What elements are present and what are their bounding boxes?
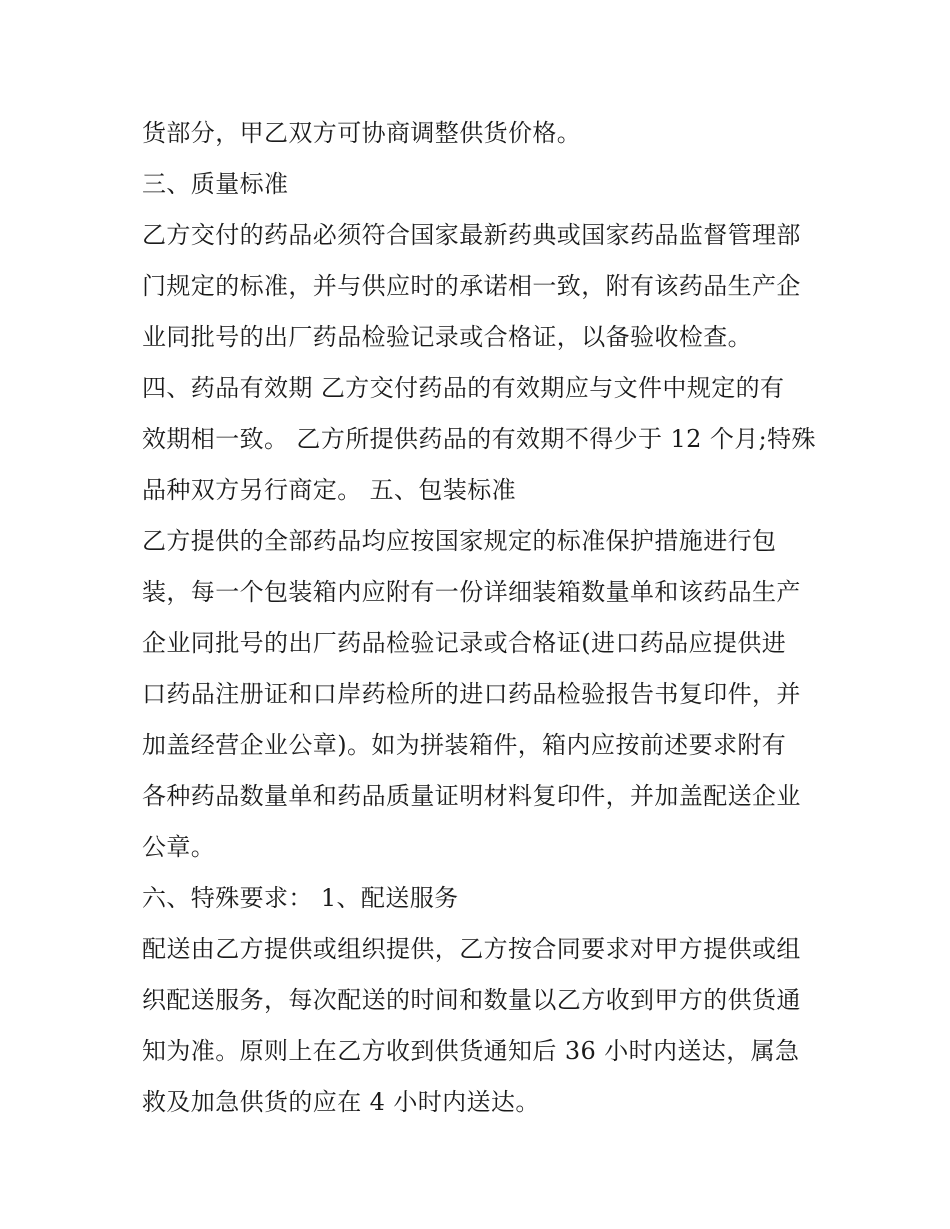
text-line: 口药品注册证和口岸药检所的进口药品检验报告书复印件，并 [142, 680, 801, 708]
text-line: 装，每一个包装箱内应附有一份详细装箱数量单和该药品生产 [142, 578, 801, 606]
text-line: 乙方提供的全部药品均应按国家规定的标准保护措施进行包 [142, 527, 777, 555]
section-heading-special: 六、特殊要求： 1、配送服务 [142, 884, 459, 912]
text-line: 品种双方另行商定。 五、包装标准 [142, 476, 517, 504]
text-line: 门规定的标准，并与供应时的承诺相一致，附有该药品生产企 [142, 272, 801, 300]
document-body [142, 108, 822, 1128]
text-line: 救及加急供货的应在 4 小时内送达。 [142, 1088, 540, 1116]
text-line: 知为准。原则上在乙方收到供货通知后 36 小时内送达，属急 [142, 1037, 800, 1065]
text-line: 业同批号的出厂药品检验记录或合格证，以备验收检查。 [142, 323, 752, 351]
text-line: 各种药品数量单和药品质量证明材料复印件，并加盖配送企业 [142, 782, 801, 810]
text-line: 乙方交付的药品必须符合国家最新药典或国家药品监督管理部 [142, 221, 801, 249]
section-heading-quality: 三、质量标准 [142, 170, 289, 198]
text-line: 货部分，甲乙双方可协商调整供货价格。 [142, 119, 582, 147]
text-line: 效期相一致。 乙方所提供药品的有效期不得少于 12 个月;特殊 [142, 425, 816, 453]
text-line: 织配送服务，每次配送的时间和数量以乙方收到甲方的供货通 [142, 986, 801, 1014]
text-line: 加盖经营企业公章)。如为拼装箱件，箱内应按前述要求附有 [142, 731, 787, 759]
text-line: 公章。 [142, 833, 216, 861]
section-heading-validity: 四、药品有效期 乙方交付药品的有效期应与文件中规定的有 [142, 374, 785, 402]
text-line: 配送由乙方提供或组织提供，乙方按合同要求对甲方提供或组 [142, 935, 801, 963]
text-line: 企业同批号的出厂药品检验记录或合格证(进口药品应提供进 [142, 629, 787, 657]
